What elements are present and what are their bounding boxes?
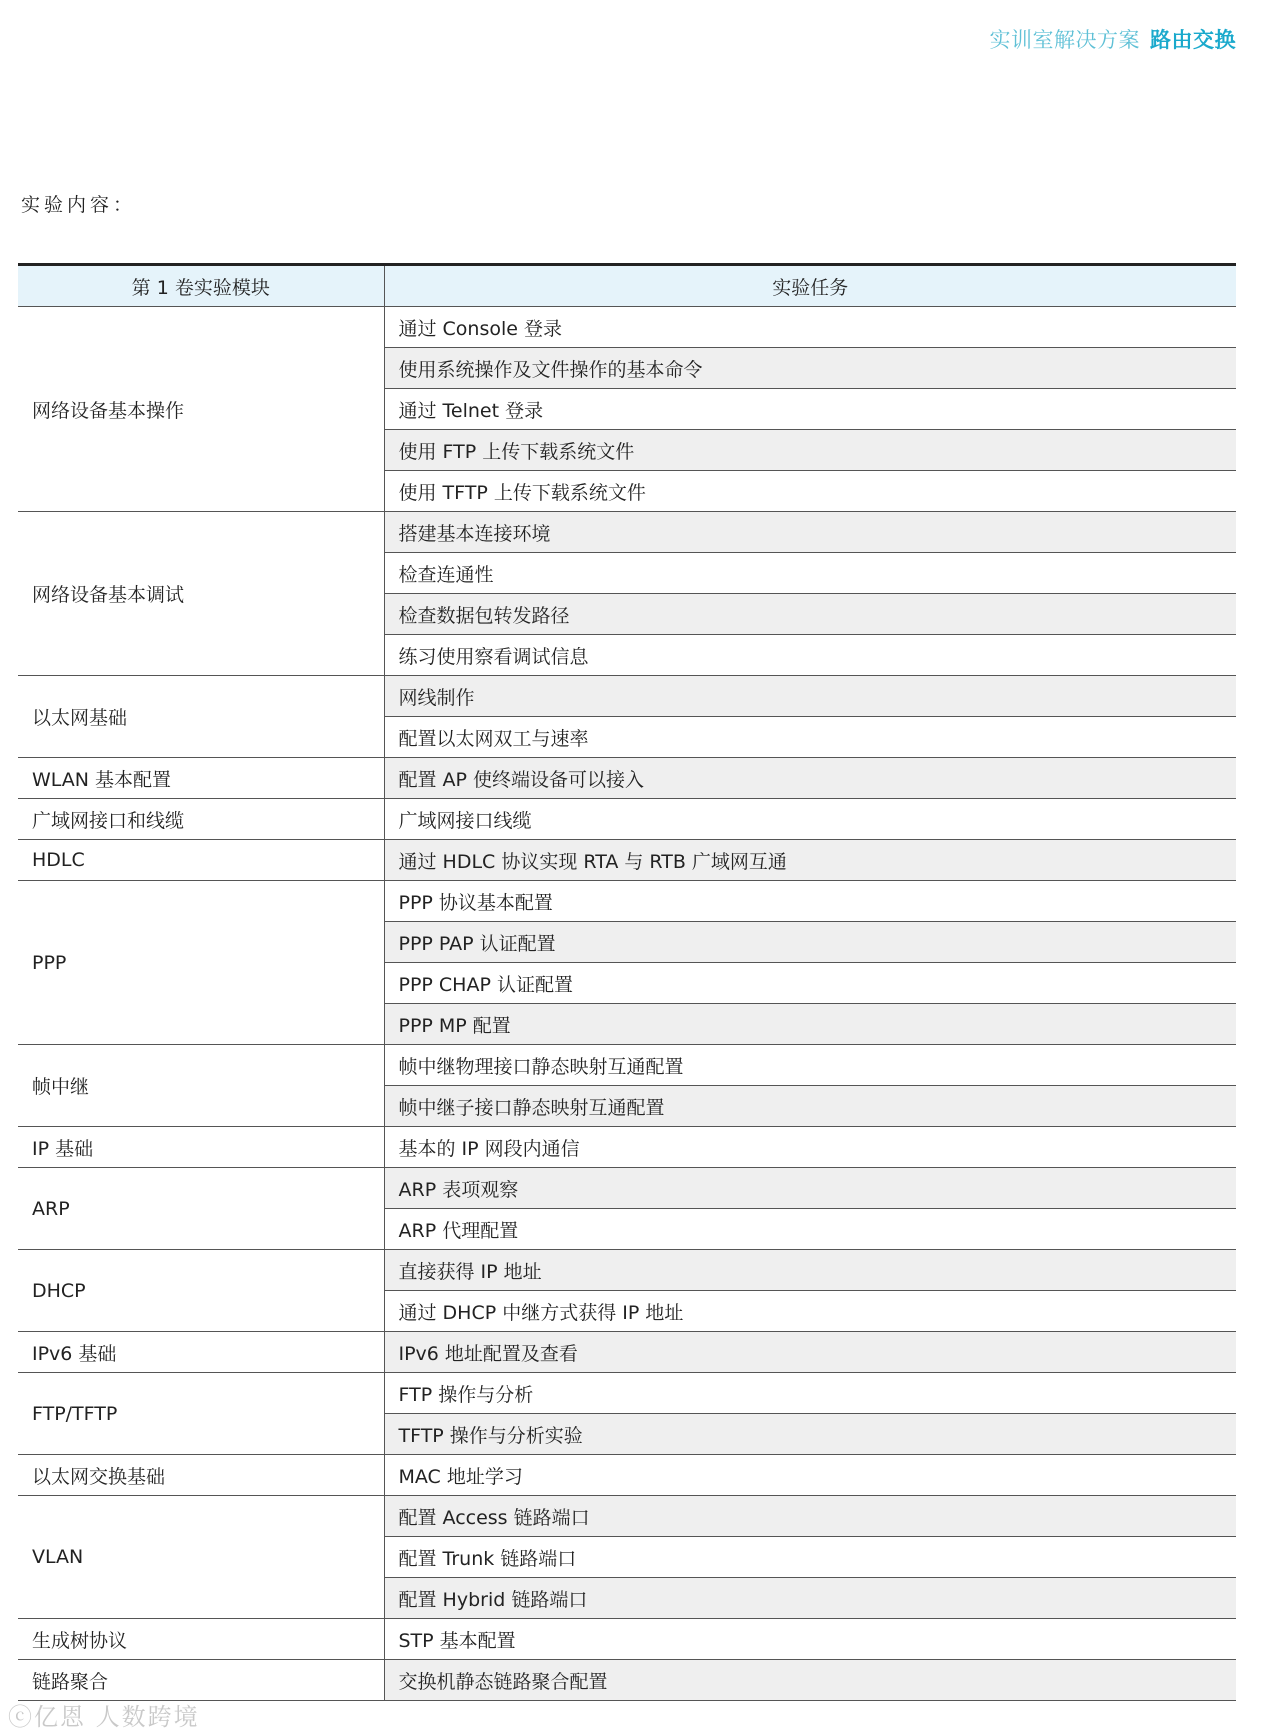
task-cell: 配置以太网双工与速率 [384,717,1236,758]
task-cell: 通过 HDLC 协议实现 RTA 与 RTB 广域网互通 [384,840,1236,881]
table-row [18,1127,1236,1168]
task-cell: 配置 Access 链路端口 [384,1496,1236,1537]
task-cell: 配置 Hybrid 链路端口 [384,1578,1236,1619]
header-category-title: 路由交换 [1150,28,1236,52]
task-cell: 使用 FTP 上传下载系统文件 [384,430,1236,471]
module-cell: 网络设备基本操作 [18,307,384,512]
table-header-row [18,265,1236,307]
header-series-title: 实训室解决方案 [989,28,1140,52]
task-cell: 配置 Trunk 链路端口 [384,1537,1236,1578]
module-cell: 以太网基础 [18,676,384,758]
table-row [18,840,1236,881]
task-cell: ARP 表项观察 [384,1168,1236,1209]
task-cell: PPP CHAP 认证配置 [384,963,1236,1004]
task-cell: 交换机静态链路聚合配置 [384,1660,1236,1701]
module-cell: DHCP [18,1250,384,1332]
table-row [18,881,1236,922]
task-cell: 使用系统操作及文件操作的基本命令 [384,348,1236,389]
task-cell: 检查数据包转发路径 [384,594,1236,635]
table-row [18,676,1236,717]
task-cell: PPP PAP 认证配置 [384,922,1236,963]
watermark-icon: ⓒ [8,1703,34,1731]
table-row [18,1660,1236,1701]
module-cell: IPv6 基础 [18,1332,384,1373]
module-cell: 生成树协议 [18,1619,384,1660]
module-cell: VLAN [18,1496,384,1619]
task-cell: STP 基本配置 [384,1619,1236,1660]
lab-content-table [18,263,1236,1701]
task-cell: PPP 协议基本配置 [384,881,1236,922]
table-row [18,1168,1236,1209]
module-cell: 网络设备基本调试 [18,512,384,676]
table-row [18,1250,1236,1291]
task-cell: 帧中继物理接口静态映射互通配置 [384,1045,1236,1086]
section-label: 实验内容： [21,194,137,216]
module-cell: 链路聚合 [18,1660,384,1701]
task-cell: 检查连通性 [384,553,1236,594]
module-cell: PPP [18,881,384,1045]
watermark-logo [8,1697,200,1732]
module-cell: FTP/TFTP [18,1373,384,1455]
task-cell: 通过 DHCP 中继方式获得 IP 地址 [384,1291,1236,1332]
column-header-task: 实验任务 [384,265,1236,307]
table-row [18,307,1236,348]
task-cell: 广域网接口线缆 [384,799,1236,840]
table-body [18,307,1236,1701]
table-row [18,799,1236,840]
task-cell: FTP 操作与分析 [384,1373,1236,1414]
module-cell: IP 基础 [18,1127,384,1168]
task-cell: 通过 Console 登录 [384,307,1236,348]
table-row [18,1455,1236,1496]
task-cell: 基本的 IP 网段内通信 [384,1127,1236,1168]
table-row [18,1496,1236,1537]
task-cell: 直接获得 IP 地址 [384,1250,1236,1291]
page-header [990,24,1237,54]
column-header-module: 第 1 卷实验模块 [18,265,384,307]
task-cell: 网线制作 [384,676,1236,717]
module-cell: 以太网交换基础 [18,1455,384,1496]
table-row [18,758,1236,799]
module-cell: ARP [18,1168,384,1250]
table-row [18,512,1236,553]
task-cell: PPP MP 配置 [384,1004,1236,1045]
task-cell: 搭建基本连接环境 [384,512,1236,553]
task-cell: ARP 代理配置 [384,1209,1236,1250]
watermark-text: 亿恩 人数跨境 [34,1703,200,1731]
table-row [18,1619,1236,1660]
task-cell: TFTP 操作与分析实验 [384,1414,1236,1455]
module-cell: WLAN 基本配置 [18,758,384,799]
task-cell: IPv6 地址配置及查看 [384,1332,1236,1373]
task-cell: 通过 Telnet 登录 [384,389,1236,430]
task-cell: 帧中继子接口静态映射互通配置 [384,1086,1236,1127]
task-cell: 配置 AP 使终端设备可以接入 [384,758,1236,799]
task-cell: MAC 地址学习 [384,1455,1236,1496]
task-cell: 使用 TFTP 上传下载系统文件 [384,471,1236,512]
table-row [18,1045,1236,1086]
table-row [18,1373,1236,1414]
table-row [18,1332,1236,1373]
module-cell: 帧中继 [18,1045,384,1127]
module-cell: HDLC [18,840,384,881]
task-cell: 练习使用察看调试信息 [384,635,1236,676]
module-cell: 广域网接口和线缆 [18,799,384,840]
